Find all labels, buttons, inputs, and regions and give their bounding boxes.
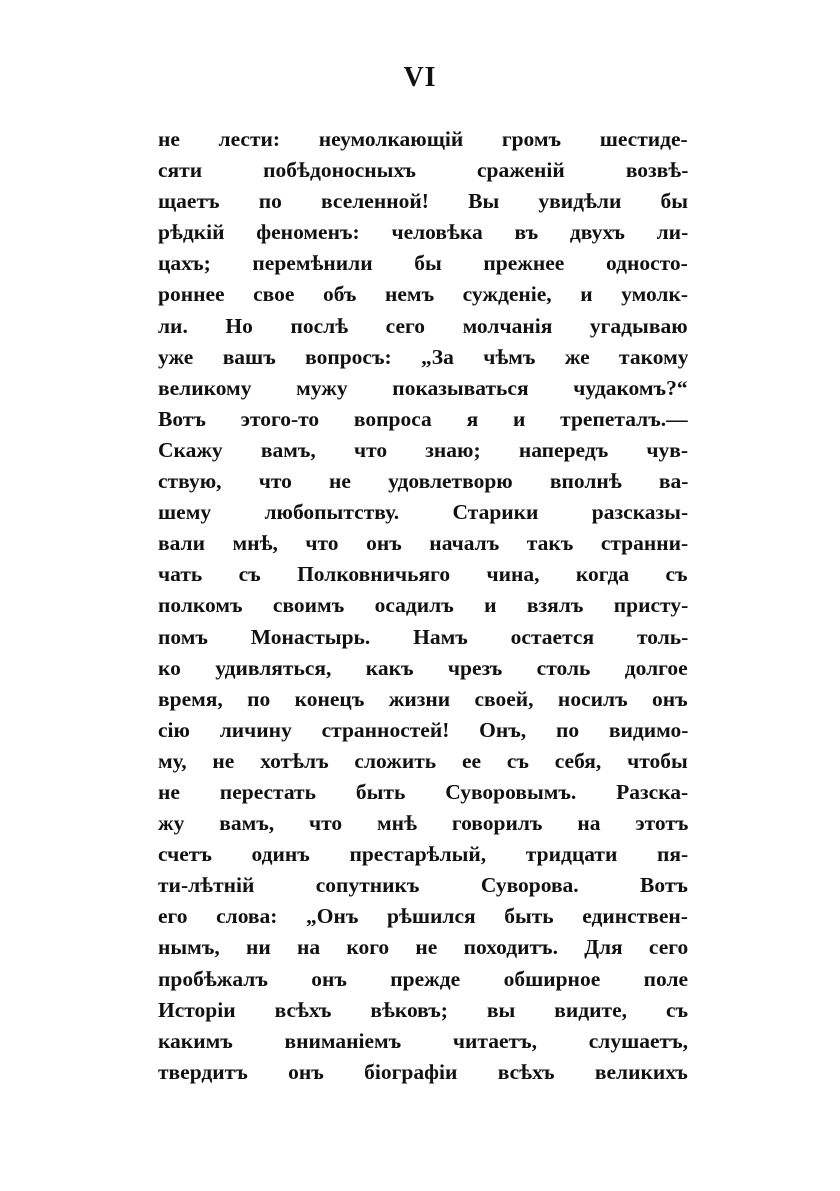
text-line: уже вашъ вопросъ: „За чѣмъ же такому (158, 344, 688, 369)
text-line: не лести: неумолкающій громъ шестиде- (158, 127, 688, 151)
text-line: пробѣжалъ онъ прежде обширное поле (158, 966, 688, 991)
text-line: великому мужу показываться чудакомъ?“ (158, 375, 688, 400)
body-text (158, 124, 688, 1088)
page-number: VI (403, 62, 437, 93)
text-line: Скажу вамъ, что знаю; напередъ чув- (158, 437, 688, 462)
text-line: его слова: „Онъ рѣшился быть единствен- (158, 904, 688, 929)
text-line: Исторіи всѣхъ вѣковъ; вы видите, съ (158, 997, 688, 1022)
text-line: роннее свое объ немъ сужденіе, и умолк- (158, 282, 688, 307)
text-line: рѣдкій феноменъ: человѣка въ двухъ ли- (158, 220, 688, 245)
text-line: ко удивляться, какъ чрезъ столь долгое (158, 655, 688, 680)
text-line: не перестать быть Суворовымъ. Разска- (158, 779, 688, 804)
text-line: счетъ одинъ престарѣлый, тридцати пя- (158, 842, 688, 867)
text-line: какимъ вниманіемъ читаетъ, слушаетъ, (158, 1028, 688, 1053)
text-line: ти-лѣтній сопутникъ Суворова. Вотъ (158, 873, 688, 898)
text-line: сяти побѣдоносныхъ сраженій возвѣ- (158, 158, 688, 183)
text-line: твердитъ онъ біографіи всѣхъ великихъ (158, 1059, 688, 1084)
text-line: ли. Но послѣ сего молчанія угадываю (158, 313, 688, 338)
text-line: время, по конецъ жизни своей, носилъ онъ (158, 686, 688, 711)
text-line: вали мнѣ, что онъ началъ такъ странни- (158, 531, 688, 556)
text-line: му, не хотѣлъ сложить ее съ себя, чтобы (158, 748, 688, 773)
text-line: ствую, что не удовлетворю вполнѣ ва- (158, 469, 688, 494)
text-line: щаетъ по вселенной! Вы увидѣли бы (158, 189, 688, 214)
text-line: чать съ Полковничьяго чина, когда съ (158, 562, 688, 587)
text-line: шему любопытству. Старики разсказы- (158, 500, 688, 525)
text-line: жу вамъ, что мнѣ говорилъ на этотъ (158, 811, 688, 836)
text-line: сію личину странностей! Онъ, по видимо- (158, 717, 688, 742)
text-line: нымъ, ни на кого не походитъ. Для сего (158, 935, 688, 960)
text-line: полкомъ своимъ осадилъ и взялъ присту- (158, 593, 688, 618)
text-line: цахъ; перемѣнили бы прежнее односто- (158, 251, 688, 276)
text-line: Вотъ этого-то вопроса я и трепеталъ.— (158, 406, 688, 431)
text-line: помъ Монастырь. Намъ остается толь- (158, 624, 688, 649)
